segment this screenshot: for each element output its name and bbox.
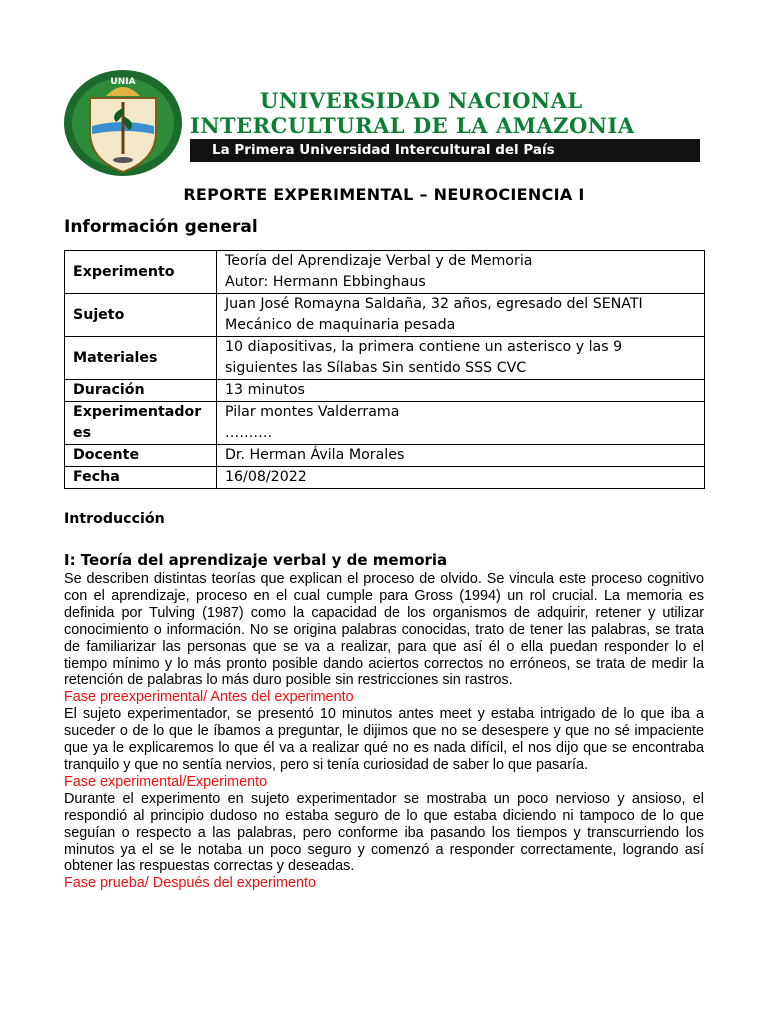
info-label: Sujeto: [65, 294, 217, 337]
info-row: [65, 337, 705, 380]
phase-test-title: Fase prueba/ Después del experimento: [64, 875, 316, 892]
info-value: [217, 380, 705, 402]
info-value: [217, 294, 705, 337]
info-label: Fecha: [65, 467, 217, 489]
info-value-line: 16/08/2022: [225, 469, 307, 485]
info-value-line: Mecánico de maquinaria pesada: [225, 317, 456, 333]
info-value: [217, 337, 705, 380]
general-info-table: [64, 250, 705, 489]
info-value-line: Juan José Romayna Saldaña, 32 años, egresado del SENATI: [225, 296, 643, 312]
info-row: [65, 380, 705, 402]
theory-heading: I: Teoría del aprendizaje verbal y de memoria: [64, 551, 448, 569]
phase-preexperimental-title: Fase preexperimental/ Antes del experimento: [64, 689, 354, 706]
university-name-line2: INTERCULTURAL DE LA AMAZONIA: [190, 113, 635, 138]
info-value: [217, 402, 705, 445]
info-label: Docente: [65, 445, 217, 467]
info-value-line: Autor: Hermann Ebbinghaus: [225, 274, 426, 290]
info-value-line: ……….: [225, 425, 273, 441]
info-row: [65, 251, 705, 294]
university-name-line1: UNIVERSIDAD NACIONAL: [260, 88, 583, 113]
info-value: [217, 467, 705, 489]
info-row: [65, 294, 705, 337]
info-label: Duración: [65, 380, 217, 402]
info-row: [65, 402, 705, 445]
info-row: [65, 467, 705, 489]
phase-experimental-title: Fase experimental/Experimento: [64, 773, 268, 790]
university-name: [190, 88, 710, 162]
info-value-line: siguientes las Sílabas Sin sentido SSS CVC: [225, 360, 527, 376]
seal-text: UNIA: [110, 77, 136, 87]
info-value-line: Pilar montes Valderrama: [225, 404, 400, 420]
info-value: [217, 251, 705, 294]
info-value-line: 10 diapositivas, la primera contiene un asterisco y las 9: [225, 339, 623, 355]
info-label: Experimento: [65, 251, 217, 294]
info-value-line: Teoría del Aprendizaje Verbal y de Memoria: [225, 253, 533, 269]
info-label: Experimentadores: [65, 402, 217, 445]
info-label: Materiales: [65, 337, 217, 380]
report-body: [64, 571, 704, 892]
general-info-heading: Información general: [64, 217, 258, 237]
info-value-line: 13 minutos: [225, 382, 305, 398]
info-value: [217, 445, 705, 467]
info-value-line: Dr. Herman Ávila Morales: [225, 447, 405, 463]
university-seal-logo: [62, 68, 184, 178]
phase-preexperimental-text: El sujeto experimentador, se presentó 10 minutos antes meet y estaba intrigado de lo que iba a suceder o de lo que le íbamos a preguntar, le dijimos que no se desespere y que no sé impaciente que ya le explicaremos lo que él va a realizar qué no es nada difícil, el nos dijo que se encontraba tranquilo y que no sentía nervios, pero si tenía curiosidad de saber lo que pasaría.: [64, 706, 704, 773]
phase-experimental-text: Durante el experimento en sujeto experimentador se mostraba un poco nervioso y ansioso, el respondió al principio dudoso no estaba seguro de lo que estaba diciendo ni tampoco de lo que seguían o respecto a las palabras, pero conforme iba pasando los tiempos y transcurriendo los minutos ya el se le notaba un poco seguro y comenzó a responder correctamente, logrando así obtener las respuestas correctas y deseadas.: [64, 790, 704, 875]
info-row: [65, 445, 705, 467]
university-tagline: La Primera Universidad Intercultural del País: [190, 139, 700, 162]
report-title: REPORTE EXPERIMENTAL – NEUROCIENCIA I: [183, 185, 585, 204]
intro-paragraph: Se describen distintas teorías que explican el proceso de olvido. Se vincula este proceso cognitivo con el aprendizaje, proceso en el cual cumple para Gross (1994) un rol crucial. La memoria es definida por Tulving (1987) como la capacidad de los organismos de adquirir, retener y utilizar conocimiento o información. No se origina palabras conocidas, trato de tener las palabras, se trata de familiarizar las personas que se va a realizar, para que así él o ella puedan responder lo el tiempo mínimo y lo más pronto posible dando aciertos correctos no erróneos, se trata de medir la retención de palabras lo más duro posible sin restricciones sin rastros.: [64, 571, 704, 689]
introduction-heading: Introducción: [64, 511, 165, 527]
